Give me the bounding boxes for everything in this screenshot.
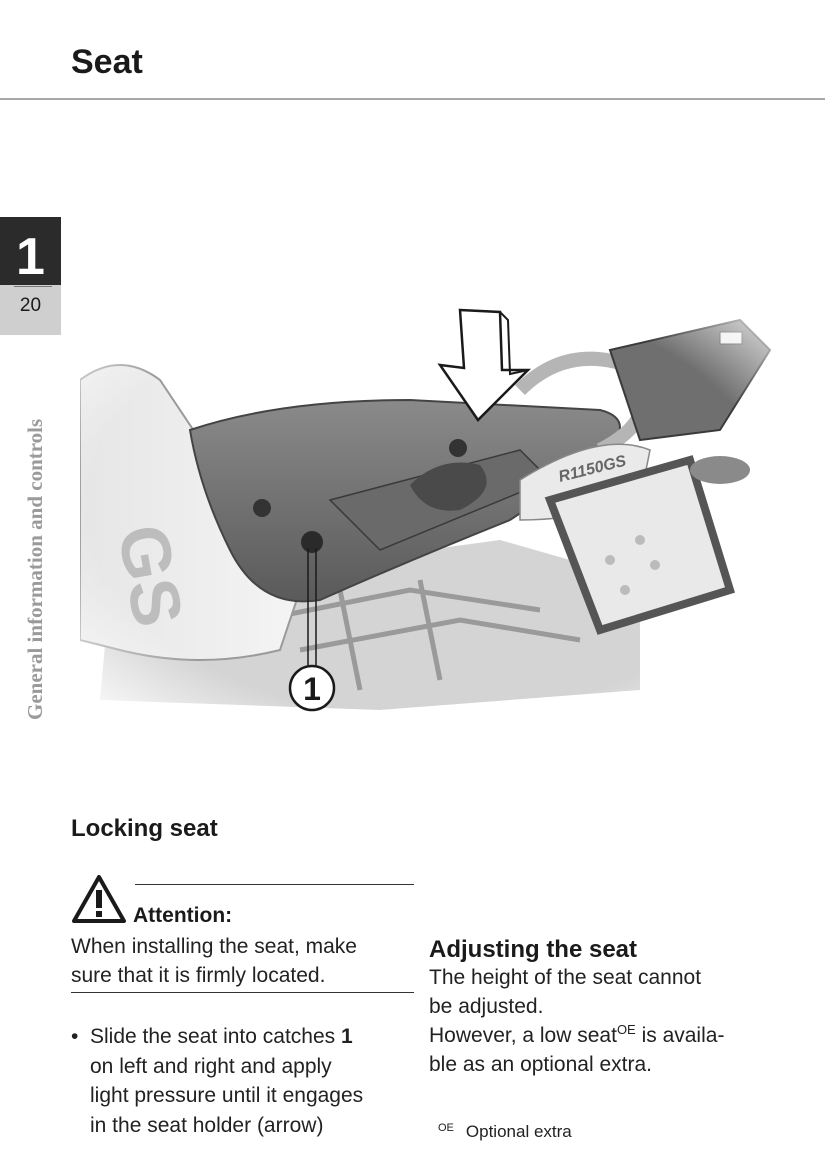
chapter-tab-divider bbox=[14, 286, 52, 287]
attention-label: Attention: bbox=[133, 904, 233, 927]
chapter-number: 1 bbox=[16, 228, 45, 286]
page-number: 20 bbox=[19, 295, 42, 316]
side-section-label: General information and controls bbox=[23, 418, 47, 720]
attention-line-1: When installing the seat, make bbox=[71, 935, 357, 958]
attention-rule-bottom bbox=[71, 992, 414, 993]
adjusting-line-1: The height of the seat cannot bbox=[429, 966, 702, 989]
step-line-4: in the seat holder (arrow) bbox=[90, 1113, 324, 1137]
warning-icon bbox=[71, 874, 127, 924]
callout-number: 1 bbox=[303, 671, 321, 707]
footnote bbox=[438, 1116, 572, 1144]
step-line-1: Slide the seat into catches 1 bbox=[90, 1025, 353, 1048]
adjusting-line-3: However, a low seat$^{OE}$ is availa- bbox=[429, 1022, 725, 1047]
adjusting-line-4: ble as an optional extra. bbox=[429, 1053, 652, 1076]
step-line-3: light pressure until it engages bbox=[90, 1084, 364, 1107]
page-title: Seat bbox=[71, 43, 143, 81]
optional-extra-mark: OE bbox=[616, 1022, 636, 1037]
attention-line-2: sure that it is firmly located. bbox=[71, 964, 326, 987]
locking-steps-list bbox=[71, 1022, 416, 1140]
footnote-text: Optional extra bbox=[465, 1122, 572, 1141]
footnote-mark: OE bbox=[438, 1122, 454, 1134]
locking-seat-heading: Locking seat bbox=[71, 815, 218, 842]
step-line-2: on left and right and apply bbox=[90, 1054, 332, 1078]
catch-reference: 1 bbox=[341, 1025, 353, 1048]
seat-illustration bbox=[80, 290, 780, 720]
bullet-dot: • bbox=[71, 1025, 79, 1048]
adjusting-line-2: be adjusted. bbox=[429, 995, 544, 1018]
attention-rule-top bbox=[135, 884, 414, 885]
list-item bbox=[71, 1022, 416, 1140]
header-divider bbox=[0, 98, 825, 100]
adjusting-seat-heading: Adjusting the seat bbox=[429, 936, 638, 963]
